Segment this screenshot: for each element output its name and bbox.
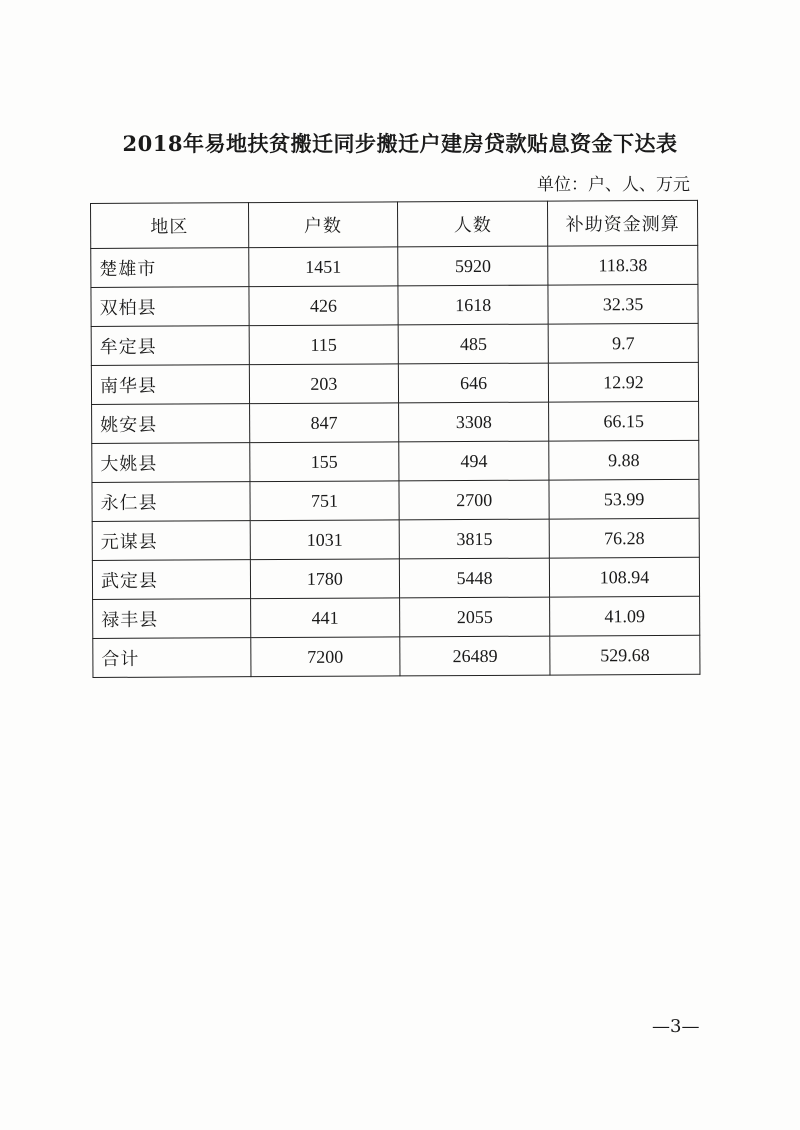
cell-households: 441 [250, 598, 400, 638]
cell-households: 203 [249, 364, 399, 404]
table-row [92, 401, 699, 443]
cell-region: 大姚县 [92, 443, 250, 483]
document-title: 2018年易地扶贫搬迁同步搬迁户建房贷款贴息资金下达表 [122, 131, 678, 156]
cell-total-households: 7200 [250, 637, 400, 677]
table-row [91, 323, 698, 365]
cell-subsidy: 53.99 [549, 479, 699, 519]
cell-subsidy: 9.88 [549, 440, 699, 480]
cell-subsidy: 76.28 [549, 518, 699, 558]
header-persons: 人数 [398, 201, 548, 247]
cell-region: 楚雄市 [91, 248, 249, 288]
cell-subsidy: 66.15 [549, 401, 699, 441]
cell-households: 426 [248, 286, 398, 326]
cell-region: 姚安县 [92, 404, 250, 444]
cell-persons: 3815 [399, 519, 549, 559]
allocation-table [90, 200, 700, 678]
header-region: 地区 [91, 203, 249, 249]
cell-persons: 485 [398, 324, 548, 364]
cell-households: 1031 [250, 520, 400, 560]
cell-region: 永仁县 [92, 482, 250, 522]
cell-persons: 2055 [400, 597, 550, 637]
cell-total-label: 合计 [93, 638, 251, 678]
cell-subsidy: 32.35 [548, 284, 698, 324]
cell-households: 751 [249, 481, 399, 521]
cell-region: 武定县 [92, 560, 250, 600]
table-row [91, 284, 698, 326]
table-total-row [93, 635, 700, 677]
table-row [92, 440, 699, 482]
cell-persons: 494 [399, 441, 549, 481]
cell-persons: 5920 [398, 246, 548, 286]
table-row [92, 557, 699, 599]
table-row [91, 362, 698, 404]
header-households: 户数 [248, 202, 398, 248]
cell-total-subsidy: 529.68 [550, 635, 700, 675]
unit-note: 单位：户、人、万元 [537, 175, 690, 195]
cell-persons: 646 [399, 363, 549, 403]
cell-households: 155 [249, 442, 399, 482]
cell-region: 禄丰县 [93, 599, 251, 639]
cell-persons: 3308 [399, 402, 549, 442]
page-number: —3— [652, 1016, 700, 1037]
cell-persons: 1618 [398, 285, 548, 325]
header-subsidy: 补助资金测算 [548, 200, 698, 246]
cell-households: 1451 [248, 247, 398, 287]
table-row [91, 245, 698, 287]
table-row [92, 518, 699, 560]
cell-households: 1780 [250, 559, 400, 599]
cell-subsidy: 118.38 [548, 245, 698, 285]
cell-persons: 5448 [400, 558, 550, 598]
cell-region: 牟定县 [91, 326, 249, 366]
cell-region: 南华县 [91, 365, 249, 405]
table-header-row [91, 200, 698, 248]
cell-subsidy: 108.94 [549, 557, 699, 597]
cell-total-persons: 26489 [400, 636, 550, 676]
cell-households: 847 [249, 403, 399, 443]
cell-subsidy: 41.09 [550, 596, 700, 636]
cell-subsidy: 9.7 [548, 323, 698, 363]
cell-persons: 2700 [399, 480, 549, 520]
cell-region: 元谋县 [92, 521, 250, 561]
cell-households: 115 [249, 325, 399, 365]
table-row [92, 479, 699, 521]
cell-subsidy: 12.92 [548, 362, 698, 402]
table-row [93, 596, 700, 638]
cell-region: 双柏县 [91, 287, 249, 327]
